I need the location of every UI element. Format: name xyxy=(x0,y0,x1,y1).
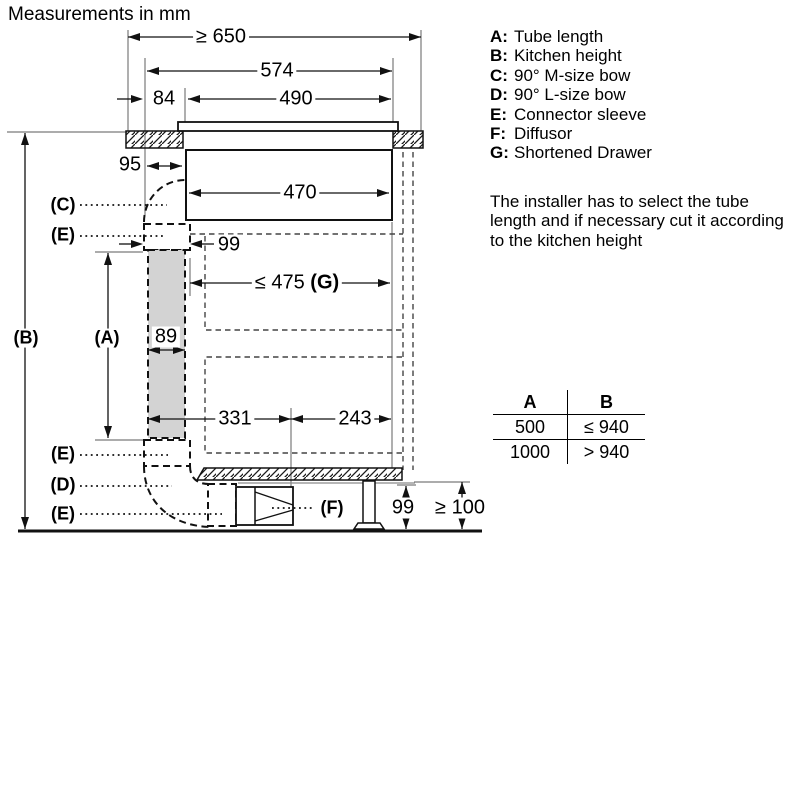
cabinet-leg xyxy=(363,481,375,523)
dim-cutout-width: 574 xyxy=(257,61,296,82)
label-sleeve-mid: (E) xyxy=(51,443,75,464)
dim-outlet-height: 99 xyxy=(389,498,417,519)
dim-tube-width: 89 xyxy=(152,327,180,348)
tube-length-table xyxy=(493,390,645,464)
worktop-and-hob xyxy=(126,122,423,220)
worktop-right xyxy=(393,131,423,148)
legend-label-b: Kitchen height xyxy=(514,46,622,66)
table-cell-b1: ≤ 940 xyxy=(584,416,629,437)
table-row xyxy=(493,415,645,440)
label-kitchen-height: (B) xyxy=(13,327,39,348)
dimension-arrowheads xyxy=(21,33,466,529)
dim-span-right: 243 xyxy=(335,409,374,430)
worktop-left xyxy=(126,131,183,148)
label-sleeve-top: (E) xyxy=(51,224,75,245)
table-header-b: B xyxy=(600,391,613,412)
bow-c-shape xyxy=(144,180,185,222)
legend-key-g: G: xyxy=(490,143,509,163)
diffusor-shape xyxy=(236,487,293,525)
label-bow-c: (C) xyxy=(50,194,76,215)
legend-key-c: C: xyxy=(490,65,508,85)
legend-item-f xyxy=(490,124,652,143)
cabinet-shelf xyxy=(197,468,402,480)
diagram-title: Measurements in mm xyxy=(8,4,191,25)
label-bow-d: (D) xyxy=(50,474,76,495)
dim-span-left: 331 xyxy=(215,409,254,430)
legend-item-a xyxy=(490,27,652,46)
label-tube-length: (A) xyxy=(94,327,120,348)
dim-body-width: 470 xyxy=(280,183,319,204)
connector-sleeve-top-shape xyxy=(144,224,190,250)
dim-plinth-min: ≥ 100 xyxy=(432,498,488,519)
legend-label-g: Shortened Drawer xyxy=(514,143,652,163)
dimension-lines xyxy=(25,37,462,529)
dim-left-gap: 95 xyxy=(116,155,144,176)
legend-label-d: 90° L-size bow xyxy=(514,85,626,105)
legend-key-a: A: xyxy=(490,27,508,46)
table-header-row xyxy=(493,390,645,415)
dim-drawer-length xyxy=(252,273,342,294)
table-cell-a2: 1000 xyxy=(493,440,568,464)
dim-drawer-ref: (G) xyxy=(310,271,340,294)
legend-item-b xyxy=(490,46,652,65)
dim-hob-width: 490 xyxy=(276,89,315,110)
dim-worktop-depth: ≥ 650 xyxy=(193,27,249,48)
legend-item-e xyxy=(490,105,652,124)
legend-label-c: 90° M-size bow xyxy=(514,65,631,85)
hob-plate xyxy=(178,122,398,131)
connector-sleeve-mid-shape xyxy=(144,440,190,466)
legend-item-c xyxy=(490,66,652,85)
label-sleeve-outlet: (E) xyxy=(51,503,75,524)
legend-label-e: Connector sleeve xyxy=(514,104,647,124)
legend-key-f: F: xyxy=(490,124,507,144)
legend-item-d xyxy=(490,85,652,104)
dim-edge-offset: 84 xyxy=(150,89,178,110)
connector-sleeve-outlet-shape xyxy=(208,484,236,526)
legend-key-e: E: xyxy=(490,104,507,124)
table-header-a: A xyxy=(493,390,568,414)
table-row xyxy=(493,440,645,464)
legend-key-b: B: xyxy=(490,46,508,66)
legend-label-a: Tube length xyxy=(514,27,604,46)
installer-note: The installer has to select the tube length and if necessary cut it according to the kitchen height xyxy=(490,192,784,250)
cabinet-foot xyxy=(354,523,384,529)
table-cell-a1: 500 xyxy=(493,415,568,439)
legend-item-g xyxy=(490,143,652,162)
legend xyxy=(490,27,652,163)
table-cell-b2: > 940 xyxy=(583,441,630,462)
legend-label-f: Diffusor xyxy=(514,124,573,144)
dim-sleeve-width: 99 xyxy=(215,235,243,256)
label-diffusor: (F) xyxy=(320,497,344,518)
legend-key-d: D: xyxy=(490,85,508,105)
dim-drawer-value: ≤ 475 xyxy=(254,271,311,294)
